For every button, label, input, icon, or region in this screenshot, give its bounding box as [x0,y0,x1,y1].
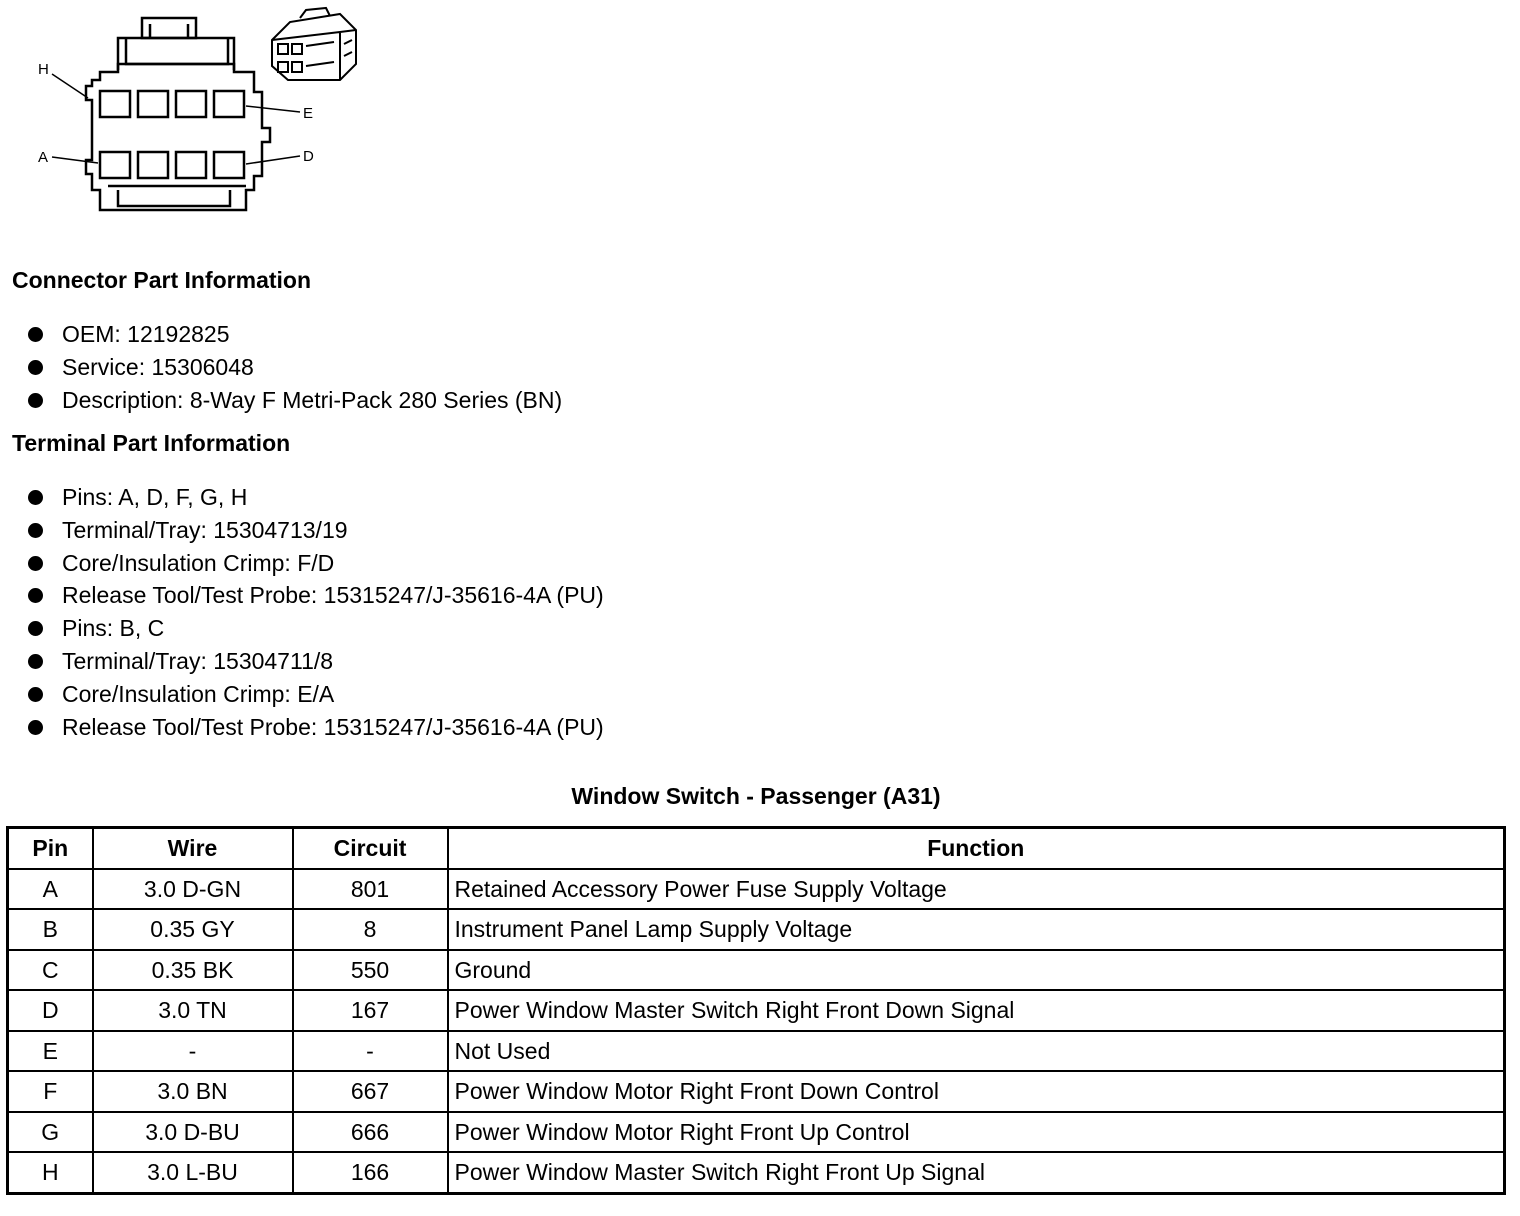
connector-service: Service: 15306048 [62,353,254,380]
bullet-icon [28,687,43,702]
cell-wire: 3.0 TN [93,990,293,1031]
cell-wire: 3.0 D-BU [93,1112,293,1153]
cell-function: Not Used [448,1031,1505,1072]
connector-description: Description: 8-Way F Metri-Pack 280 Series (BN) [62,386,563,413]
cell-circuit: 667 [293,1071,448,1112]
cell-circuit: 666 [293,1112,448,1153]
pin-table [6,826,1506,1195]
cell-function: Retained Accessory Power Fuse Supply Voltage [448,869,1505,910]
bullet-icon [28,523,43,538]
cell-pin: F [8,1071,93,1112]
bullet-icon [28,556,43,571]
header-function: Function [448,828,1505,869]
table-row [8,990,1505,1031]
cell-pin: B [8,909,93,950]
cell-circuit: 167 [293,990,448,1031]
cell-function: Power Window Master Switch Right Front Up Signal [448,1152,1505,1193]
table-row [8,1152,1505,1193]
terminal-item: Pins: A, D, F, G, H [62,484,248,510]
cell-pin: H [8,1152,93,1193]
cell-pin: E [8,1031,93,1072]
header-circuit: Circuit [293,828,448,869]
cell-circuit: 801 [293,869,448,910]
pin-label-d: D [303,148,314,165]
cell-pin: A [8,869,93,910]
header-pin: Pin [8,828,93,869]
bullet-icon [28,360,43,375]
bullet-icon [28,393,43,408]
pin-label-e: E [303,105,314,122]
cell-wire: 3.0 D-GN [93,869,293,910]
header-wire: Wire [93,828,293,869]
cell-wire: 0.35 BK [93,950,293,991]
bullet-icon [28,490,43,505]
cell-function: Power Window Motor Right Front Down Control [448,1071,1505,1112]
table-title: Window Switch - Passenger (A31) [571,783,941,809]
cell-pin: C [8,950,93,991]
cell-function: Power Window Motor Right Front Up Control [448,1112,1505,1153]
cell-pin: D [8,990,93,1031]
bullet-icon [28,654,43,669]
table-row [8,950,1505,991]
table-row [8,909,1505,950]
connector-oem: OEM: 12192825 [62,321,230,347]
terminal-item: Terminal/Tray: 15304711/8 [62,647,334,674]
pin-label-h: H [38,61,49,78]
cell-function: Instrument Panel Lamp Supply Voltage [448,909,1505,950]
connector-info-heading: Connector Part Information [12,267,312,293]
cell-function: Power Window Master Switch Right Front Down Signal [448,990,1505,1031]
table-row [8,1112,1505,1153]
bullet-icon [28,720,43,735]
cell-circuit: 8 [293,909,448,950]
connector-face-diagram [0,0,380,230]
table-row [8,1071,1505,1112]
table-row [8,1031,1505,1072]
terminal-item: Terminal/Tray: 15304713/19 [62,516,348,543]
terminal-item: Pins: B, C [62,615,165,642]
cell-circuit: 166 [293,1152,448,1193]
terminal-item: Release Tool/Test Probe: 15315247/J-35616-4A (PU) [62,713,604,740]
bullet-icon [28,621,43,636]
connector-iso-view [272,8,356,80]
terminal-item: Core/Insulation Crimp: F/D [62,549,335,576]
cell-wire: 3.0 BN [93,1071,293,1112]
cell-wire: 0.35 GY [93,909,293,950]
bullet-icon [28,588,43,603]
cell-circuit: 550 [293,950,448,991]
terminal-info-heading: Terminal Part Information [12,430,291,456]
bullet-icon [28,327,43,342]
table-header-row [8,828,1505,869]
cell-function: Ground [448,950,1505,991]
cell-circuit: - [293,1031,448,1072]
cell-pin: G [8,1112,93,1153]
terminal-item: Core/Insulation Crimp: E/A [62,680,335,707]
pin-label-a: A [38,149,49,166]
cell-wire: 3.0 L-BU [93,1152,293,1193]
terminal-item: Release Tool/Test Probe: 15315247/J-35616-4A (PU) [62,582,604,609]
table-row [8,869,1505,910]
cell-wire: - [93,1031,293,1072]
